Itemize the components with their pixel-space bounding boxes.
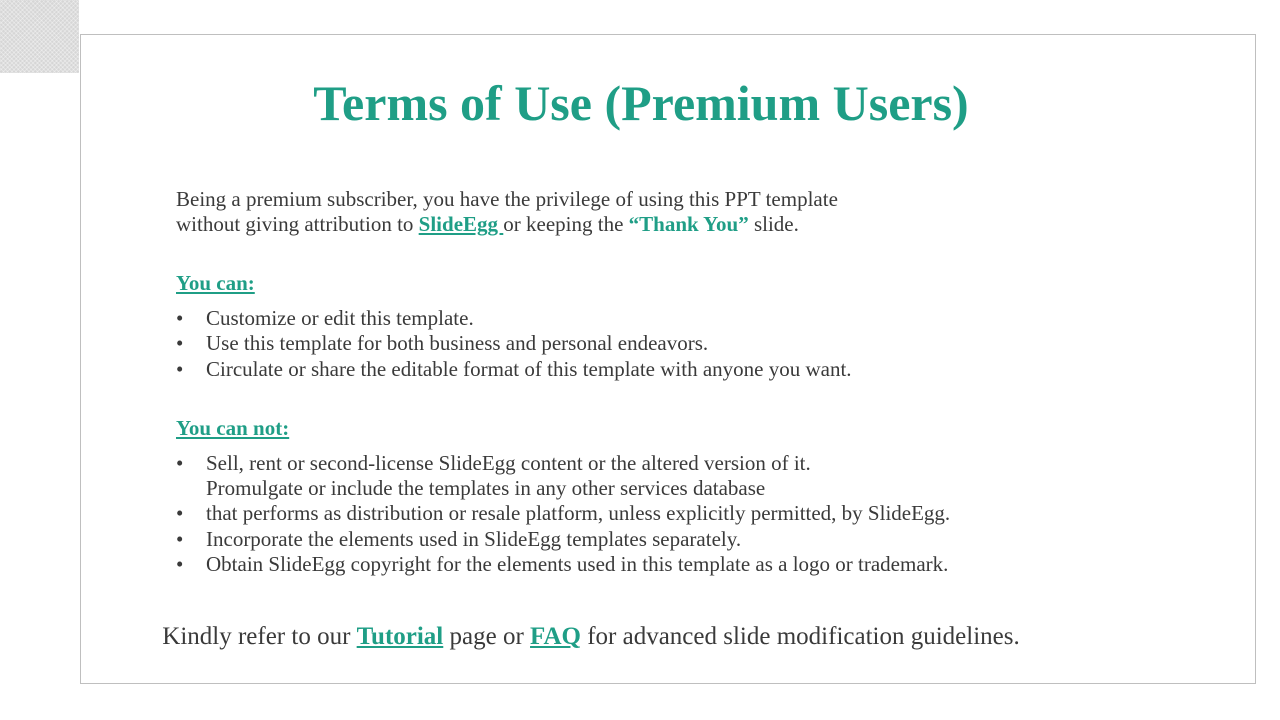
list-item: • that performs as distribution or resale platform, unless explicitly permitted, by SlideEgg.	[176, 501, 1176, 526]
tutorial-link[interactable]: Tutorial	[356, 623, 444, 650]
intro-line-2	[176, 212, 1176, 237]
intro-text-before: without giving attribution to	[176, 212, 419, 236]
intro-paragraph	[176, 187, 1176, 237]
footer-note	[81, 623, 1101, 651]
you-can-heading: You can:	[176, 271, 255, 295]
list-item: • Incorporate the elements used in SlideEgg templates separately.	[176, 527, 1176, 552]
footer-text-middle: page or	[443, 623, 531, 650]
intro-line-1: Being a premium subscriber, you have the privilege of using this PPT template	[176, 187, 838, 211]
corner-pattern-decoration	[0, 0, 79, 73]
you-can-list	[176, 306, 1176, 382]
intro-text-middle: or keeping the	[503, 212, 629, 236]
slide	[80, 34, 1256, 684]
list-item: • Circulate or share the editable format of this template with anyone you want.	[176, 357, 1176, 382]
list-item: • Use this template for both business and personal endeavors.	[176, 331, 1176, 356]
footer-text-after: for advanced slide modification guidelines.	[580, 623, 1020, 650]
slideegg-link[interactable]: SlideEgg	[418, 212, 504, 236]
list-item: • Customize or edit this template.	[176, 306, 1176, 331]
thank-you-quote: “Thank You”	[628, 212, 749, 236]
you-can-not-heading: You can not:	[176, 415, 290, 440]
list-item: • Obtain SlideEgg copyright for the elements used in this template as a logo or trademark.	[176, 552, 1176, 577]
faq-link[interactable]: FAQ	[530, 623, 581, 650]
slide-content	[176, 187, 1176, 577]
you-can-not-list	[176, 451, 1176, 577]
list-item: • Sell, rent or second-license SlideEgg content or the altered version of it.	[176, 451, 1176, 476]
intro-text-after: slide.	[748, 212, 799, 236]
slide-title: Terms of Use (Premium Users)	[313, 75, 969, 131]
list-item-continuation: Promulgate or include the templates in any other services database	[206, 476, 766, 501]
footer-text-before: Kindly refer to our	[162, 623, 357, 650]
